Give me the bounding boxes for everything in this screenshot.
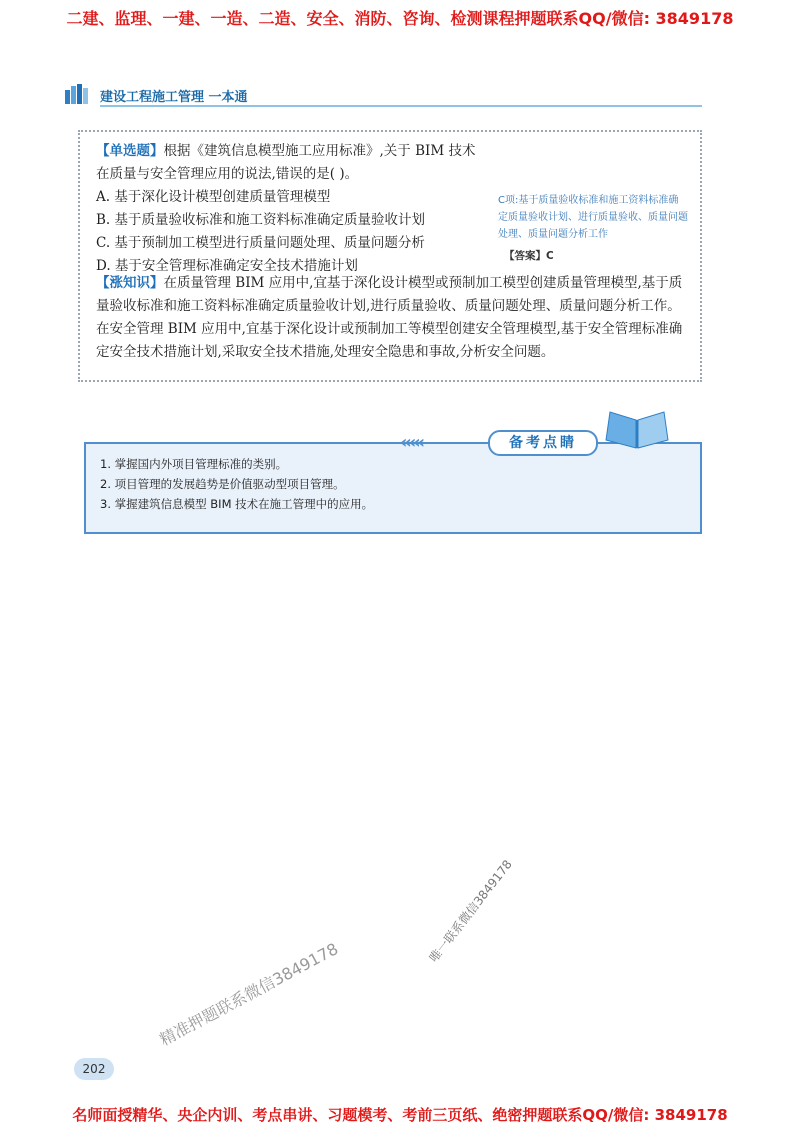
watermark-text: 精准押题联系微信3849178 <box>156 939 342 1050</box>
page-header <box>64 84 702 106</box>
open-book-icon <box>602 410 672 454</box>
book-title: 建设工程施工管理 一本通 <box>100 90 248 105</box>
answer-label: 【答案】C <box>504 250 554 262</box>
chevrons-icon: ‹‹‹‹‹ <box>400 432 423 453</box>
option-c: C. 基于预制加工模型进行质量问题处理、质量问题分析 <box>96 235 425 251</box>
question-stem-line1: 根据《建筑信息模型施工应用标准》,关于 BIM 技术 <box>163 143 476 159</box>
option-d: D. 基于安全管理标准确定安全技术措施计划 <box>96 258 358 274</box>
question-text <box>96 140 496 278</box>
key-point-item: 2. 项目管理的发展趋势是价值驱动型项目管理。 <box>100 477 345 491</box>
key-points-box <box>84 430 704 534</box>
key-points-list <box>100 454 373 514</box>
bottom-promo-banner: 名师面授精华、央企内训、考点串讲、习题模考、考前三页纸、绝密押题联系QQ/微信: 3849178 <box>72 1106 728 1124</box>
option-b: B. 基于质量验收标准和施工资料标准确定质量验收计划 <box>96 212 426 228</box>
top-promo-banner: 二建、监理、一建、一造、二造、安全、消防、咨询、检测课程押题联系QQ/微信: 3849178 <box>66 9 734 28</box>
header-divider <box>100 105 702 107</box>
watermark-text: 唯一联系微信3849178 <box>426 857 515 965</box>
answer-explanation: C项:基于质量验收标准和施工资料标准确定质量验收计划、进行质量验收、质量问题处理、质量问题分析工作 <box>498 195 688 240</box>
single-choice-tag: 【单选题】 <box>96 143 164 159</box>
key-point-item: 3. 掌握建筑信息模型 BIM 技术在施工管理中的应用。 <box>100 497 374 511</box>
knowledge-section <box>96 272 692 364</box>
key-points-title: 备考点睛 <box>488 430 598 456</box>
knowledge-para2: 在安全管理 BIM 应用中,宜基于深化设计或预制加工等模型创建安全管理模型,基于安全管理标准确定安全技术措施计划,采取安全技术措施,处理安全隐患和事故,分析安全问题。 <box>96 321 683 360</box>
books-icon <box>64 84 92 104</box>
question-stem-line2: 在质量与安全管理应用的说法,错误的是( )。 <box>96 166 359 182</box>
option-a: A. 基于深化设计模型创建质量管理模型 <box>96 189 331 205</box>
knowledge-tag: 【涨知识】 <box>96 275 164 291</box>
key-point-item: 1. 掌握国内外项目管理标准的类别。 <box>100 457 288 471</box>
question-box <box>78 130 702 382</box>
page-number: 202 <box>74 1058 114 1080</box>
knowledge-para1: 在质量管理 BIM 应用中,宜基于深化设计模型或预制加工模型创建质量管理模型,基于质量验收标准和施工资料标准确定质量验收计划,进行质量验收、质量问题处理、质量问题分析工作。 <box>96 275 683 314</box>
